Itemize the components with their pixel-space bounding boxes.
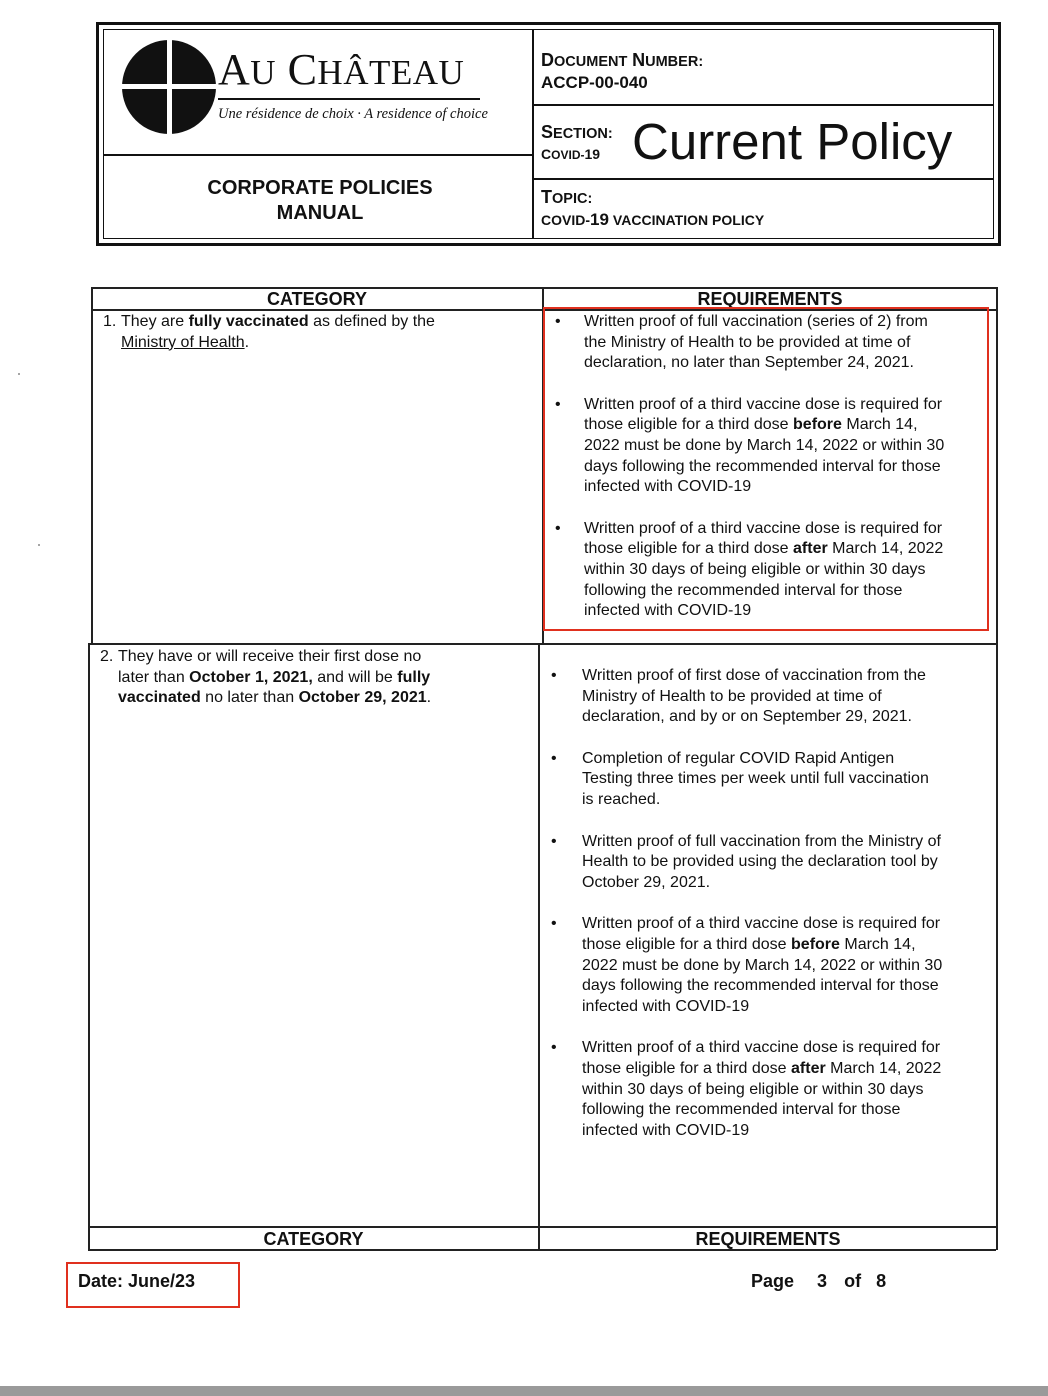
category-line: They are fully vaccinated as defined by the — [121, 313, 435, 330]
bullet-icon: • — [555, 395, 561, 413]
footer-header-requirements: REQUIREMENTS — [695, 1229, 841, 1249]
category-line: vaccinated no later than October 29, 2021. — [118, 689, 432, 706]
category-number: 2. — [100, 648, 114, 665]
category-line: later than October 1, 2021, and will be fully — [118, 668, 431, 686]
scan-speck — [38, 544, 40, 546]
document-date: Date: June/23 — [78, 1271, 196, 1291]
manual-title-line-1: CORPORATE POLICIES — [207, 177, 433, 199]
doc-number-label: DOCUMENT NUMBER: — [541, 50, 704, 70]
page-number: 3 — [817, 1271, 828, 1291]
requirement-item: Written proof of full vaccination from the Ministry of Health to be provided using the declaration tool by October 29, 2021. — [582, 832, 941, 891]
section-label: SECTION: — [541, 122, 613, 142]
section-value: COVID-19 — [541, 146, 601, 162]
doc-number-value: ACCP-00-040 — [541, 73, 648, 92]
page-indicator — [751, 1271, 886, 1292]
manual-title — [108, 176, 532, 226]
page-total: 8 — [876, 1271, 887, 1291]
column-header-category: CATEGORY — [266, 289, 367, 309]
brand-underline — [218, 98, 480, 100]
requirement-item: Completion of regular COVID Rapid Antigen Testing three times per week until full vaccination is reached. — [582, 749, 929, 808]
table-footer-top-border — [88, 1226, 997, 1228]
topic-label: TOPIC: — [541, 187, 593, 207]
viewer-bottom-bar — [0, 1386, 1048, 1396]
header-divider-left — [103, 154, 533, 156]
logo-cross-horizontal — [122, 84, 216, 89]
brand-tagline: Une résidence de choix · A residence of choice — [218, 106, 488, 122]
table-left-border-1 — [91, 287, 93, 644]
table-right-border — [996, 287, 998, 1250]
requirement-item: Written proof of a third vaccine dose is required for those eligible for a third dose after March 14, 2022 within 30 days of being eligible or within 30 days following the recommended interval for those infected with COVID-19 — [582, 1039, 942, 1139]
brand-name: AU CHÂTEAU — [218, 45, 465, 94]
requirement-item: Written proof of full vaccination (series of 2) from the Ministry of Health to be provided at time of declaration, no later than September 24, 2021. — [584, 313, 928, 372]
table-row-2-requirements — [541, 666, 996, 1222]
bullet-icon: • — [555, 519, 561, 537]
bullet-icon: • — [551, 915, 557, 933]
highlight-box-requirements — [543, 307, 989, 631]
bullet-icon: • — [555, 313, 561, 330]
ministry-of-health-link[interactable]: Ministry of Health — [121, 333, 245, 351]
header-divider-vertical — [532, 29, 534, 239]
manual-title-line-2: MANUAL — [276, 202, 364, 224]
bullet-icon: • — [551, 749, 557, 767]
requirement-item: Written proof of a third vaccine dose is required for those eligible for a third dose after March 14, 2022 within 30 days of being eligible or within 30 days following the recommended interval for those infected with COVID-19 — [584, 519, 944, 620]
header-divider-right-1 — [532, 104, 994, 106]
category-number: 1. — [103, 313, 117, 330]
table-left-border-2 — [88, 643, 90, 1250]
bullet-icon: • — [551, 667, 557, 684]
footer-header-category: CATEGORY — [263, 1229, 364, 1249]
current-policy-annotation: Current Policy — [632, 113, 953, 170]
bullet-icon: • — [551, 1039, 557, 1057]
requirement-item: Written proof of a third vaccine dose is required for those eligible for a third dose before March 14, 2022 must be done by March 14, 2022 or within 30 days following the recommended interval for those infected with COVID-19 — [584, 395, 945, 496]
column-header-requirements: REQUIREMENTS — [697, 289, 843, 309]
table-column-divider-2 — [538, 643, 540, 1250]
scan-speck — [18, 373, 20, 375]
category-line: They have or will receive their first dose no — [118, 648, 422, 665]
table-row-divider — [90, 643, 997, 645]
requirement-item: Written proof of a third vaccine dose is required for those eligible for a third dose before March 14, 2022 must be done by March 14, 2022 or within 30 days following the recommended interval for those infected with COVID-19 — [582, 915, 943, 1015]
requirement-item: Written proof of first dose of vaccination from the Ministry of Health to be provided at time of declaration, and by or on September 29, 2021. — [582, 667, 926, 726]
page-of: of — [844, 1271, 862, 1291]
header-divider-right-2 — [532, 178, 994, 180]
topic-value: COVID-19 VACCINATION POLICY — [541, 210, 765, 229]
page-label: Page — [751, 1271, 795, 1291]
category-line: Ministry of Health. — [121, 333, 250, 351]
bullet-icon: • — [551, 832, 557, 850]
